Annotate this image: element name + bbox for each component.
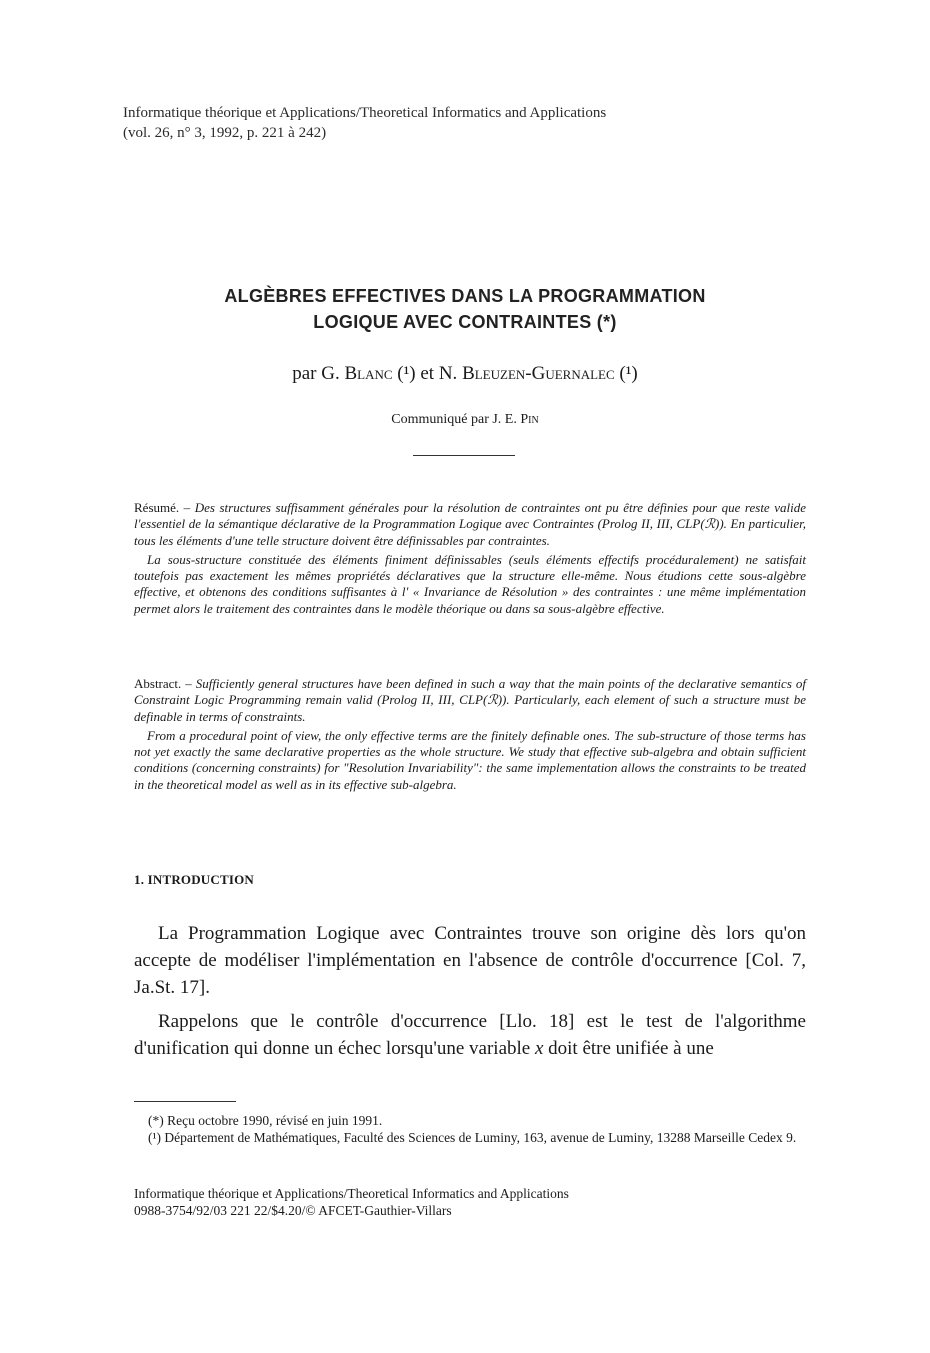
resume-paragraph-2: La sous-structure constituée des éléments finiment définissables (seuls éléments effectifs procéduralement) ne satisfait toutefois pas exactement les mêmes propriétés déclaratives que la structure elle-même. Nous étudions cette sous-algèbre effective, et obtenons des conditions suffisantes à l' « Invariance de Résolution » des contraintes : une même implémentation permet alors le traitement des contraintes dans le modèle théorique ou dans sa sous-algèbre effective.	[134, 551, 806, 616]
title-line-2: LOGIQUE AVEC CONTRAINTES (*)	[313, 312, 617, 332]
abstract-text-1: Sufficiently general structures have been defined in such a way that the main points of the declarative semantics of Constraint Logic Programming remain valid (Prolog II, III, CLP(ℛ)). Particularly, each element of such a structure must be definable in terms of constraints.	[134, 676, 806, 724]
abstract-paragraph-2: From a procedural point of view, the only effective terms are the finitely definable ones. The sub-structure of those terms has not yet exactly the same declarative properties as the whole structure. We study that effective sub-algebra and obtain sufficient conditions (concerning constraints) for "Resolution Invariability": the same implementation allows the constraints to be treated in the theoretical model as well as in its effective sub-algebra.	[134, 727, 806, 792]
footnote-affiliation: (¹) Département de Mathématiques, Faculté des Sciences de Luminy, 163, avenue de Luminy, 13288 Marseille Cedex 9.	[148, 1130, 797, 1145]
journal-footer	[134, 1185, 569, 1219]
footnote-divider	[134, 1101, 236, 1102]
resume-paragraph-1	[134, 500, 806, 549]
resume-block	[134, 500, 806, 617]
footnotes	[134, 1112, 814, 1146]
footer-journal-name: Informatique théorique et Applications/Theoretical Informatics and Applications	[134, 1186, 569, 1201]
authors-connector: (¹) et N.	[392, 363, 463, 384]
journal-volume: (vol. 26, n° 3, 1992, p. 221 à 242)	[123, 125, 327, 141]
introduction-body	[134, 920, 806, 1062]
author-blanc: Blanc	[344, 363, 393, 384]
title-line-1: ALGÈBRES EFFECTIVES DANS LA PROGRAMMATION	[224, 286, 706, 306]
section-heading-introduction: 1. INTRODUCTION	[134, 872, 255, 887]
authors-prefix: par G.	[292, 363, 345, 384]
abstract-block	[134, 676, 806, 793]
body-paragraph-1: La Programmation Logique avec Contraintes trouve son origine dès lors qu'on accepte de modéliser l'implémentation en l'absence de contrôle d'occurrence [Col. 7, Ja.St. 17].	[134, 923, 806, 998]
body-paragraph-2	[134, 1008, 806, 1062]
body-paragraph-2-end: doit être unifiée à une	[543, 1038, 714, 1059]
resume-text-1: Des structures suffisamment générales pour la résolution de contraintes ont pu être définies pour que reste valide l'essentiel de la sémantique déclarative de la Programmation Logique avec Contraintes (Prolog II, III, CLP(ℛ)). En particulier, tous les éléments d'une telle structure doivent être définissables par contraintes.	[134, 500, 807, 548]
authors	[0, 362, 930, 386]
author-bleuzen-guernalec: Bleuzen-Guernalec	[462, 363, 615, 384]
abstract-label: Abstract. –	[134, 676, 196, 691]
body-paragraph-2-start: Rappelons que le contrôle d'occurrence [Llo. 18] est le test de l'algorithme d'unification qui donne un échec lorsqu'une variable	[134, 1011, 806, 1059]
title-divider	[413, 455, 515, 456]
communicated-prefix: Communiqué par J. E.	[391, 412, 521, 427]
communicated-name: Pin	[520, 412, 539, 427]
journal-name: Informatique théorique et Applications/Theoretical Informatics and Applications	[123, 105, 607, 121]
resume-label: Résumé. –	[134, 500, 195, 515]
variable-x: x	[534, 1038, 544, 1059]
journal-header	[123, 103, 606, 143]
paper-title	[0, 283, 930, 335]
authors-footnote-mark: (¹)	[614, 363, 638, 384]
footer-issn: 0988-3754/92/03 221 22/$4.20/© AFCET-Gauthier-Villars	[134, 1203, 452, 1218]
footnote-received: (*) Reçu octobre 1990, révisé en juin 1991.	[148, 1113, 383, 1128]
abstract-paragraph-1	[134, 676, 806, 725]
communicated-by	[0, 410, 930, 430]
